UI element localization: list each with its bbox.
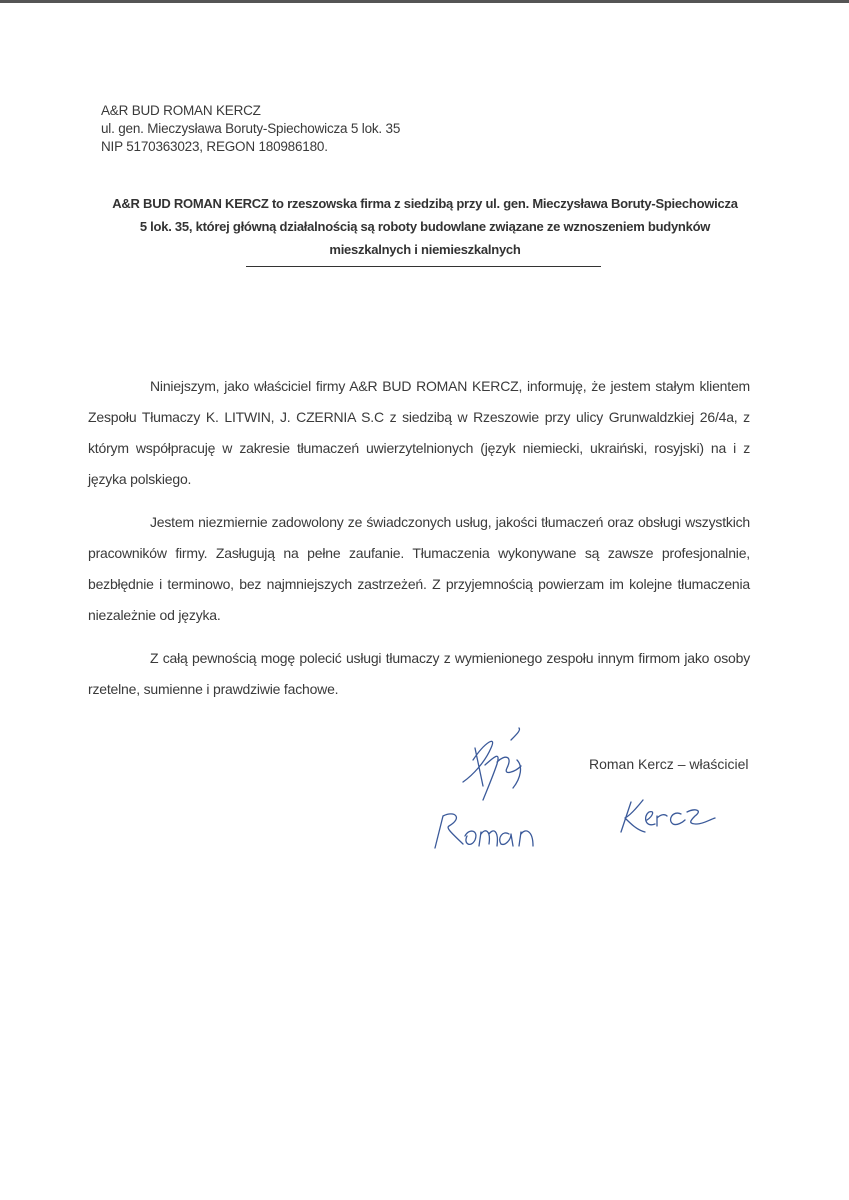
signature-kercz-stroke xyxy=(621,800,715,832)
intro-line-1: A&R BUD ROMAN KERCZ to rzeszowska firma z siedzibą przy ul. gen. Mieczysława Boruty-Spiechowicza xyxy=(112,196,738,211)
sender-name: A&R BUD ROMAN KERCZ xyxy=(101,103,261,118)
letter-body xyxy=(88,371,750,717)
intro-line-3: mieszkalnych i niemieszkalnych xyxy=(329,242,521,257)
paragraph-2: Jestem niezmiernie zadowolony ze świadczonych usług, jakości tłumaczeń oraz obsługi wszystkich pracowników firmy. Zasługują na pełne zaufanie. Tłumaczenia wykonywane są zawsze profesjonalnie, bezbłędnie i terminowo, bez najmniejszych zastrzeżeń. Z przyjemnością powierzam im kolejne tłumaczenia niezależnie od języka. xyxy=(88,514,750,623)
intro-line-2: 5 lok. 35, której główną działalnością są roboty budowlane związane ze wznoszeniem budynków xyxy=(139,219,711,234)
paragraph-1: Niniejszym, jako właściciel firmy A&R BUD ROMAN KERCZ, informuję, że jestem stałym klientem Zespołu Tłumaczy K. LITWIN, J. CZERNIA S.C z siedzibą w Rzeszowie przy ulicy Grunwaldzkiej 26/4a, z którym współpracuję w zakresie tłumaczeń uwierzytelnionych (język niemiecki, ukraiński, rosyjski) na i z języka polskiego. xyxy=(88,378,750,487)
signature-initials-tail xyxy=(511,728,520,740)
paragraph-3: Z całą pewnością mogę polecić usługi tłumaczy z wymienionego zespołu innym firmom jako osoby rzetelne, sumienne i prawdziwie fachowe. xyxy=(88,650,750,697)
signature-roman-stroke xyxy=(435,814,533,848)
page-top-edge xyxy=(0,0,849,3)
signature-initials-stroke xyxy=(463,741,521,800)
horizontal-rule xyxy=(246,266,601,267)
sender-address: ul. gen. Mieczysława Boruty-Spiechowicza 5 lok. 35 xyxy=(101,121,401,136)
signer-title: Roman Kercz – właściciel xyxy=(589,756,749,772)
handwritten-signature xyxy=(425,720,745,860)
sender-ids: NIP 5170363023, REGON 180986180. xyxy=(101,139,328,154)
company-intro xyxy=(90,192,760,261)
sender-block xyxy=(101,102,400,156)
